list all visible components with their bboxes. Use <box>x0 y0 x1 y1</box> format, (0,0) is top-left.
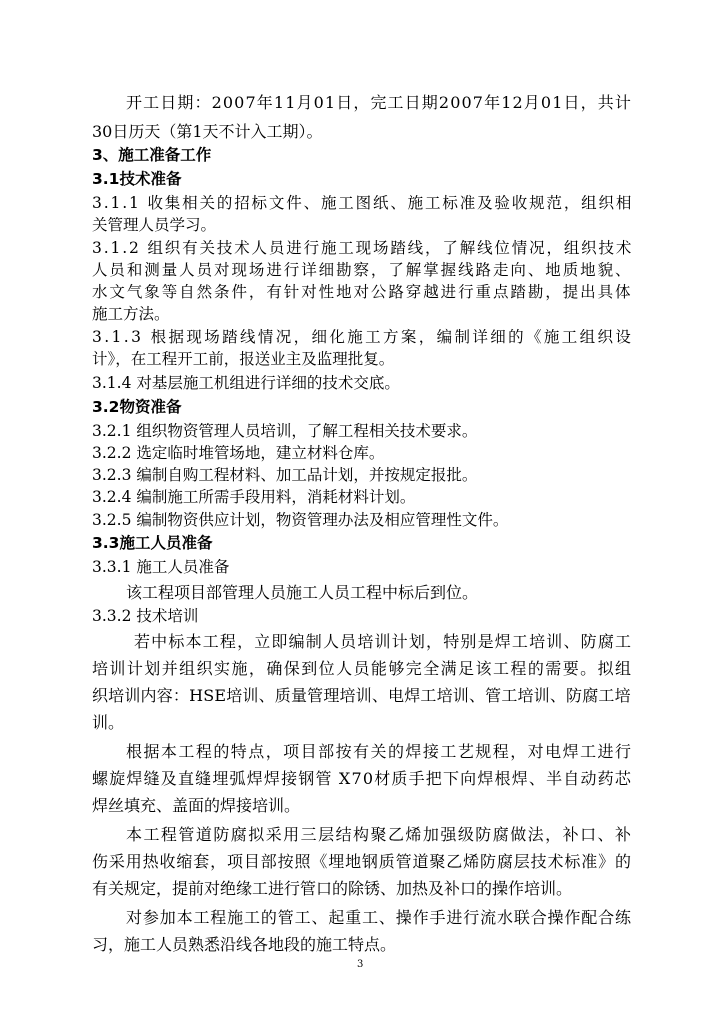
item-3-1-3-cont: 计》，在工程开工前，报送业主及监理批复。 <box>92 350 395 368</box>
welding-paragraph-line-2: 螺旋焊缝及直缝埋弧焊焊接钢管 X70材质手把下向焊根焊、半自动药芯 <box>92 769 633 788</box>
item-3-2-5: 3.2.5 编制物资供应计划，物资管理办法及相应管理性文件。 <box>92 511 509 529</box>
schedule-line-1: 开工日期：2007年11月01日，完工日期2007年12月01日，共计 <box>126 93 632 112</box>
subsection-heading-3-2: 3.2物资准备 <box>92 398 182 416</box>
item-3-3-1-body: 该工程项目部管理人员施工人员工程中标后到位。 <box>126 583 479 602</box>
item-3-1-4: 3.1.4 对基层施工机组进行详细的技术交底。 <box>92 374 400 392</box>
item-3-2-3: 3.2.3 编制自购工程材料、加工品计划，并按规定报批。 <box>92 466 478 484</box>
section-heading-3: 3、施工准备工作 <box>92 146 212 164</box>
training-paragraph-1-line-4: 训。 <box>92 713 125 732</box>
item-3-2-2: 3.2.2 选定临时堆管场地，建立材料仓库。 <box>92 444 385 462</box>
training-paragraph-1-line-3: 织培训内容：HSE培训、质量管理培训、电焊工培训、管工培训、防腐工培 <box>92 686 631 705</box>
training-paragraph-1-line-2: 培训计划并组织实施，确保到位人员能够完全满足该工程的需要。拟组 <box>92 659 633 678</box>
item-3-3-1: 3.3.1 施工人员准备 <box>92 558 230 576</box>
schedule-line-2: 30日历天（第1天不计入工期）。 <box>92 122 323 141</box>
anticorrosion-paragraph-line-2: 伤采用热收缩套，项目部按照《埋地钢质管道聚乙烯防腐层技术标准》的 <box>92 852 632 871</box>
item-3-1-2-cont-2: 水文气象等自然条件，有针对性地对公路穿越进行重点踏勘，提出具体 <box>92 283 633 301</box>
joint-training-paragraph-line-2: 习，施工人员熟悉沿线各地段的施工特点。 <box>92 935 397 954</box>
training-paragraph-1-line-1: 若中标本工程，立即编制人员培训计划，特别是焊工培训、防腐工 <box>134 632 633 651</box>
item-3-2-1: 3.2.1 组织物资管理人员培训，了解工程相关技术要求。 <box>92 422 478 440</box>
welding-paragraph-line-3: 焊丝填充、盖面的焊接培训。 <box>92 796 301 815</box>
item-3-1-2: 3.1.2 组织有关技术人员进行施工现场踏线，了解线位情况，组织技术 <box>92 239 634 257</box>
item-3-1-3: 3.1.3 根据现场踏线情况，细化施工方案，编制详细的《施工组织设 <box>92 328 634 346</box>
item-3-1-1-cont: 关管理人员学习。 <box>92 216 217 234</box>
item-3-2-4: 3.2.4 编制施工所需手段用料，消耗材料计划。 <box>92 488 416 506</box>
item-3-1-1: 3.1.1 收集相关的招标文件、施工图纸、施工标准及验收规范，组织相 <box>92 194 634 212</box>
item-3-1-2-cont-1: 人员和测量人员对现场进行详细勘察，了解掌握线路走向、地质地貌、 <box>92 261 633 279</box>
anticorrosion-paragraph-line-1: 本工程管道防腐拟采用三层结构聚乙烯加强级防腐做法，补口、补 <box>126 825 633 844</box>
item-3-1-2-cont-3: 施工方法。 <box>92 305 170 323</box>
item-3-3-2: 3.3.2 技术培训 <box>92 607 199 625</box>
subsection-heading-3-1: 3.1技术准备 <box>92 170 182 188</box>
anticorrosion-paragraph-line-3: 有关规定，提前对绝缘工进行管口的除锈、加热及补口的操作培训。 <box>92 879 573 898</box>
page-number: 3 <box>357 959 364 970</box>
joint-training-paragraph-line-1: 对参加本工程施工的管工、起重工、操作手进行流水联合操作配合练 <box>126 908 632 927</box>
welding-paragraph-line-1: 根据本工程的特点，项目部按有关的焊接工艺规程，对电焊工进行 <box>126 742 633 761</box>
subsection-heading-3-3: 3.3施工人员准备 <box>92 534 213 552</box>
